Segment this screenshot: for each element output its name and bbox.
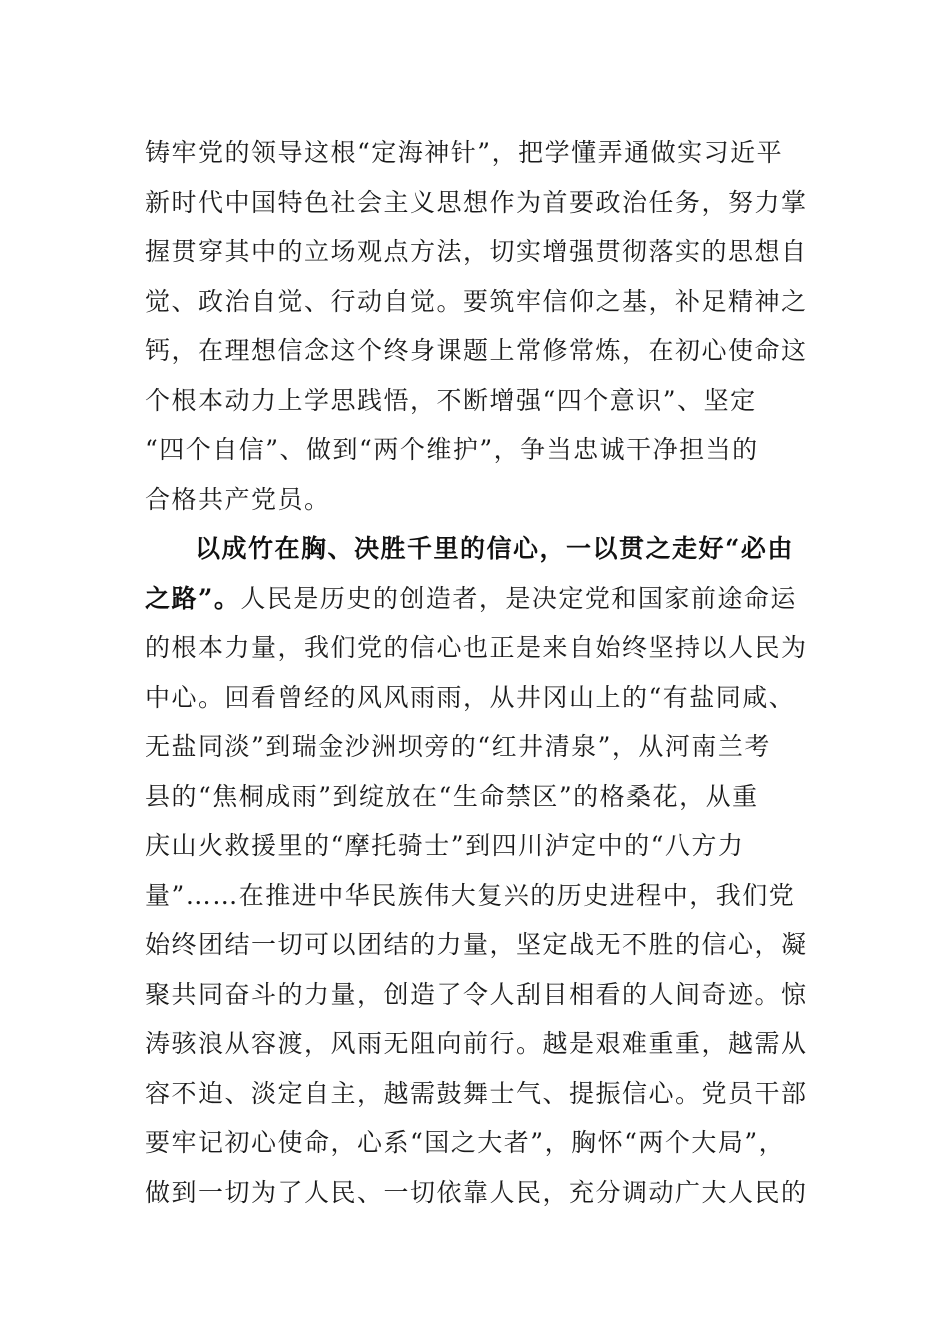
text-line: 中心。回看曾经的风风雨雨，从井冈山上的“有盐同咸、 <box>145 682 796 712</box>
text-line: 个根本动力上学思践悟，不断增强“四个意识”、坚定 <box>145 385 757 415</box>
text-line: 涛骇浪从容渡，风雨无阻向前行。越是艰难重重，越需从 <box>145 1029 808 1058</box>
text-segment: 人民是历史的创造者，是决定党和国家前途命运 <box>240 583 797 613</box>
text-line <box>145 574 810 624</box>
text-line: 觉、政治自觉、行动自觉。要筑牢信仰之基，补足精神之 <box>145 286 808 316</box>
document-body <box>145 128 810 1217</box>
paragraph-1 <box>145 128 810 524</box>
text-line: 的根本力量，我们党的信心也正是来自始终坚持以人民为 <box>145 633 808 662</box>
text-line: 量”……在推进中华民族伟大复兴的历史进程中，我们党 <box>145 880 796 910</box>
text-line: 始终团结一切可以团结的力量，坚定战无不胜的信心，凝 <box>145 930 808 959</box>
paragraph-2 <box>145 524 810 1217</box>
paragraph-heading: 以成竹在胸、决胜千里的信心，一以贯之走好“必由 <box>195 534 794 563</box>
text-line: 庆山火救援里的“摩托骑士”到四川泸定中的“八方力 <box>145 831 745 860</box>
paragraph-heading-end: 之路”。 <box>145 583 241 613</box>
text-line: 县的“焦桐成雨”到绽放在“生命禁区”的格桑花，从重 <box>145 781 759 811</box>
paragraph-heading-line <box>145 524 810 574</box>
text-line: 无盐同淡”到瑞金沙洲坝旁的“红井清泉”，从河南兰考 <box>145 732 771 761</box>
text-line: 钙，在理想信念这个终身课题上常修常炼，在初心使命这 <box>145 336 808 365</box>
text-line: 合格共产党员。 <box>145 484 331 514</box>
text-line: “四个自信”、做到“两个维护”，争当忠诚干净担当的 <box>145 435 759 464</box>
text-line: 做到一切为了人民、一切依靠人民，充分调动广大人民的 <box>145 1177 808 1207</box>
text-line: 聚共同奋斗的力量，创造了令人刮目相看的人间奇迹。惊 <box>145 979 808 1009</box>
text-line: 握贯穿其中的立场观点方法，切实增强贯彻落实的思想自 <box>145 237 808 266</box>
text-line: 新时代中国特色社会主义思想作为首要政治任务，努力掌 <box>145 187 808 217</box>
text-line: 容不迫、淡定自主，越需鼓舞士气、提振信心。党员干部 <box>145 1078 808 1108</box>
text-line: 铸牢党的领导这根“定海神针”，把学懂弄通做实习近平 <box>145 138 784 167</box>
text-line: 要牢记初心使命，心系“国之大者”，胸怀“两个大局”， <box>145 1128 786 1157</box>
